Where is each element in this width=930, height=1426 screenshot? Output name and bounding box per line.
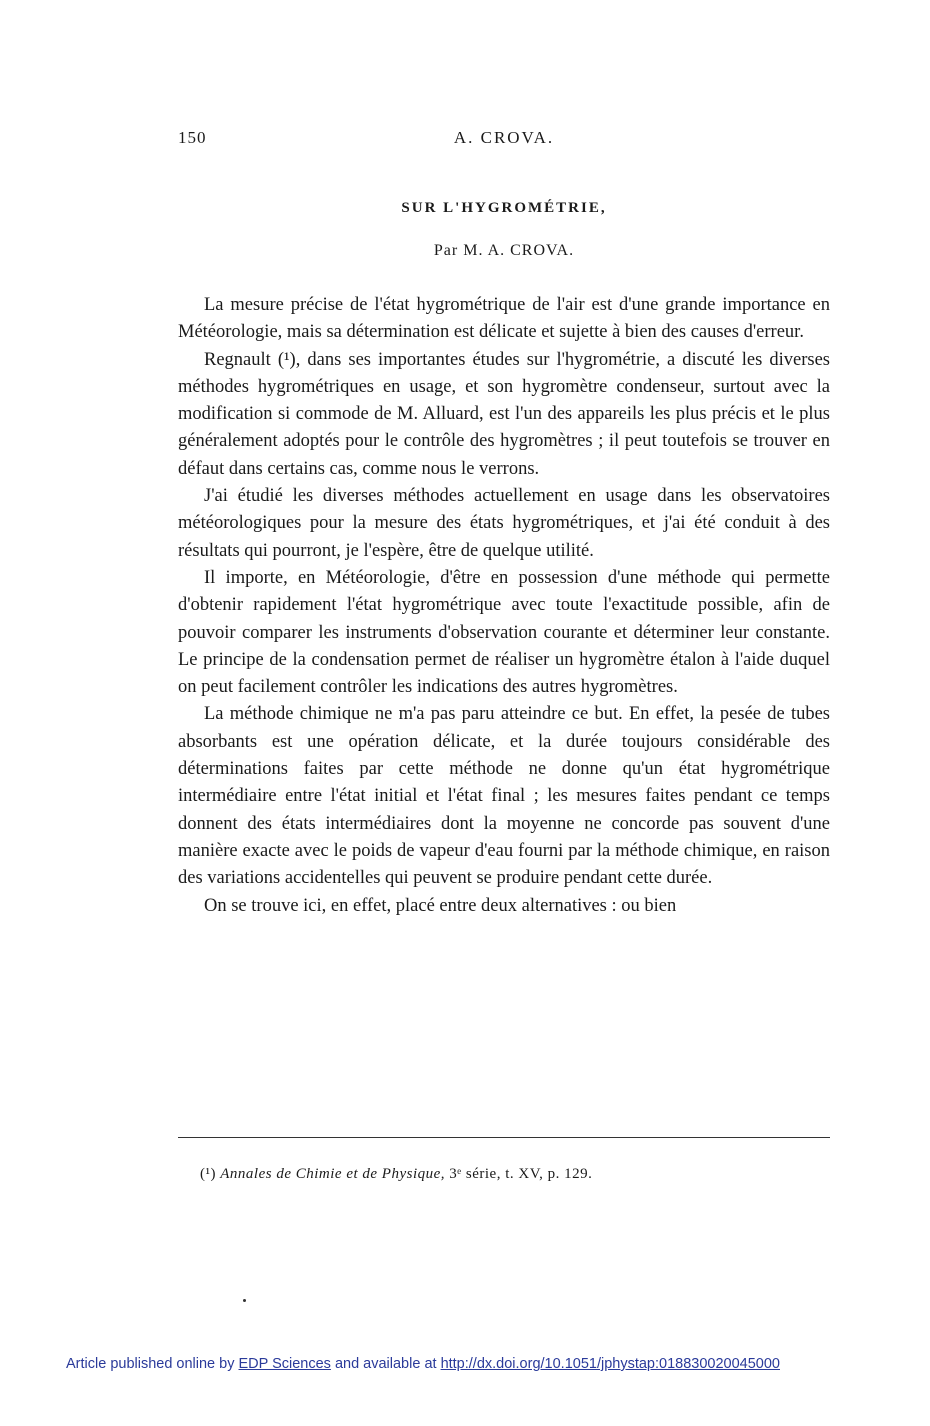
footnote [200,1166,830,1183]
paragraph: J'ai étudié les diverses méthodes actuellement en usage dans les observatoires météorologiques pour la mesure des états hygrométriques, et j'ai été conduit à des résultats qui pourront, je l'espère, être de quelque utilité. [178,486,830,561]
article-body [178,292,830,920]
doi-link[interactable]: http://dx.doi.org/10.1051/jphystap:018830020045000 [440,1356,780,1372]
banner-middle: and available at [334,1356,437,1372]
paragraph: Regnault (¹), dans ses importantes études sur l'hygrométrie, a discuté les diverses méthodes hygrométriques en usage, et son hygromètre condenseur, surtout avec la modification si commode de M. Alluard, est l'un des appareils les plus précis et le plus généralement adoptés pour le contrôle des hygromètres ; il peut toutefois se trouver en défaut dans certains cas, comme nous le verrons. [178,349,830,479]
footnote-source: Annales de Chimie et de Physique, [220,1166,446,1182]
paragraph: Il importe, en Météorologie, d'être en possession d'une méthode qui permette d'obtenir rapidement l'état hygrométrique avec toute l'exactitude possible, afin de pouvoir comparer les instruments d'observation courante et déterminer leur constante. Le principe de la condensation permet de réaliser un hygromètre étalon à l'aide duquel on peut facilement contrôler les indications des autres hygromètres. [178,567,830,698]
footnote-divider [178,1137,830,1138]
scan-speck [243,1299,246,1302]
banner-prefix: Article published online by [66,1356,235,1372]
publisher-banner [66,1356,866,1372]
paragraph: On se trouve ici, en effet, placé entre deux alternatives : ou bien [204,895,677,916]
article-byline: Par M. A. CROVA. [433,242,575,259]
paragraph: La mesure précise de l'état hygrométrique de l'air est d'une grande importance en Météorologie, mais sa détermination est délicate et sujette à bien des causes d'erreur. [178,295,830,343]
running-title: A. CROVA. [453,128,555,147]
page-number: 150 [178,128,207,147]
publisher-link[interactable]: EDP Sciences [238,1356,331,1372]
running-header [178,128,830,154]
article-title: SUR L'HYGROMÉTRIE, [401,200,607,216]
paragraph: La méthode chimique ne m'a pas paru atteindre ce but. En effet, la pesée de tubes absorbants est une opération délicate, et la durée toujours considérable des déterminations faites par cette méthode ne donne qu'un état hygrométrique intermédiaire entre l'état initial et l'état final ; les mesures faites pendant ce temps donnent des états intermédiaires dont la moyenne ne concorde pas souvent d'une manière exacte avec le poids de vapeur d'eau fourni par la méthode chimique, en raison des variations accidentelles qui peuvent se produire pendant cette durée. [178,704,830,889]
footnote-marker: (¹) [200,1166,216,1182]
footnote-details: 3ᵉ série, t. XV, p. 129. [449,1166,593,1182]
